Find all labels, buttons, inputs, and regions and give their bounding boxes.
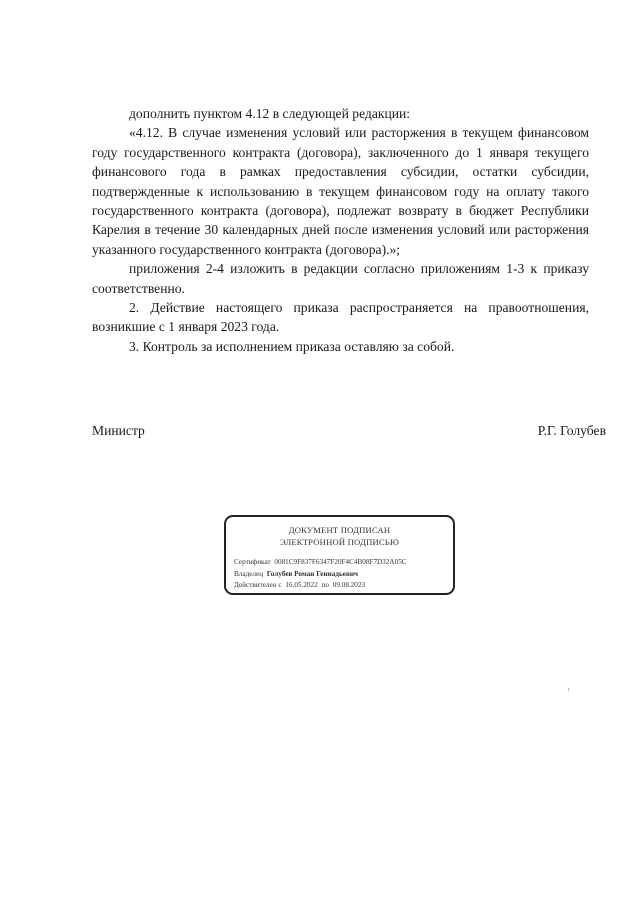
scan-speck (568, 688, 569, 691)
stamp-certificate-value: 0081C9F837F6347F20F4C4B08F7D32A05C (274, 558, 407, 566)
stamp-owner-label: Владелец (234, 570, 264, 578)
stamp-valid-to-label: по (321, 581, 329, 589)
stamp-certificate-label: Сертификат (234, 558, 271, 566)
stamp-validity (234, 581, 365, 589)
stamp-owner (234, 570, 358, 578)
stamp-valid-label: Действителен с (234, 581, 282, 589)
stamp-heading-line2: ЭЛЕКТРОННОЙ ПОДПИСЬЮ (279, 537, 399, 547)
signer-title: Министр (92, 423, 145, 438)
stamp-valid-from: 16.05.2022 (285, 581, 318, 589)
document-body (92, 104, 589, 356)
paragraph-clause-4-12: «4.12. В случае изменения условий или расторжения в текущем финансовом году государственного контракта (договора), заключенного до 1 января текущего финансового года в рамках предоставления субсидии, остатки субсидии, подтвержденные к использованию в текущем финансовом году на оплату такого государственного контракта (договора), подлежат возврату в бюджет Республики Карелия в течение 30 календарных дней после изменения условий или расторжения указанного государственного контракта (договора).»; (92, 125, 589, 257)
paragraph-amend-intro: дополнить пунктом 4.12 в следующей редакции: (129, 106, 411, 121)
electronic-signature-stamp (224, 515, 455, 595)
paragraph-appendices: приложения 2-4 изложить в редакции согласно приложениям 1-3 к приказу соответственно. (92, 261, 589, 296)
stamp-owner-value: Голубев Роман Геннадьевич (266, 570, 359, 578)
stamp-certificate (234, 558, 407, 566)
stamp-heading-line1: ДОКУМЕНТ ПОДПИСАН (288, 525, 391, 535)
paragraph-effective-date: 2. Действие настоящего приказа распространяется на правоотношения, возникшие с 1 января 2023 года. (92, 300, 589, 335)
stamp-valid-to: 09.08.2023 (332, 581, 366, 589)
signer-name: Р.Г. Голубев (537, 423, 606, 438)
paragraph-control: 3. Контроль за исполнением приказа оставляю за собой. (129, 338, 455, 354)
